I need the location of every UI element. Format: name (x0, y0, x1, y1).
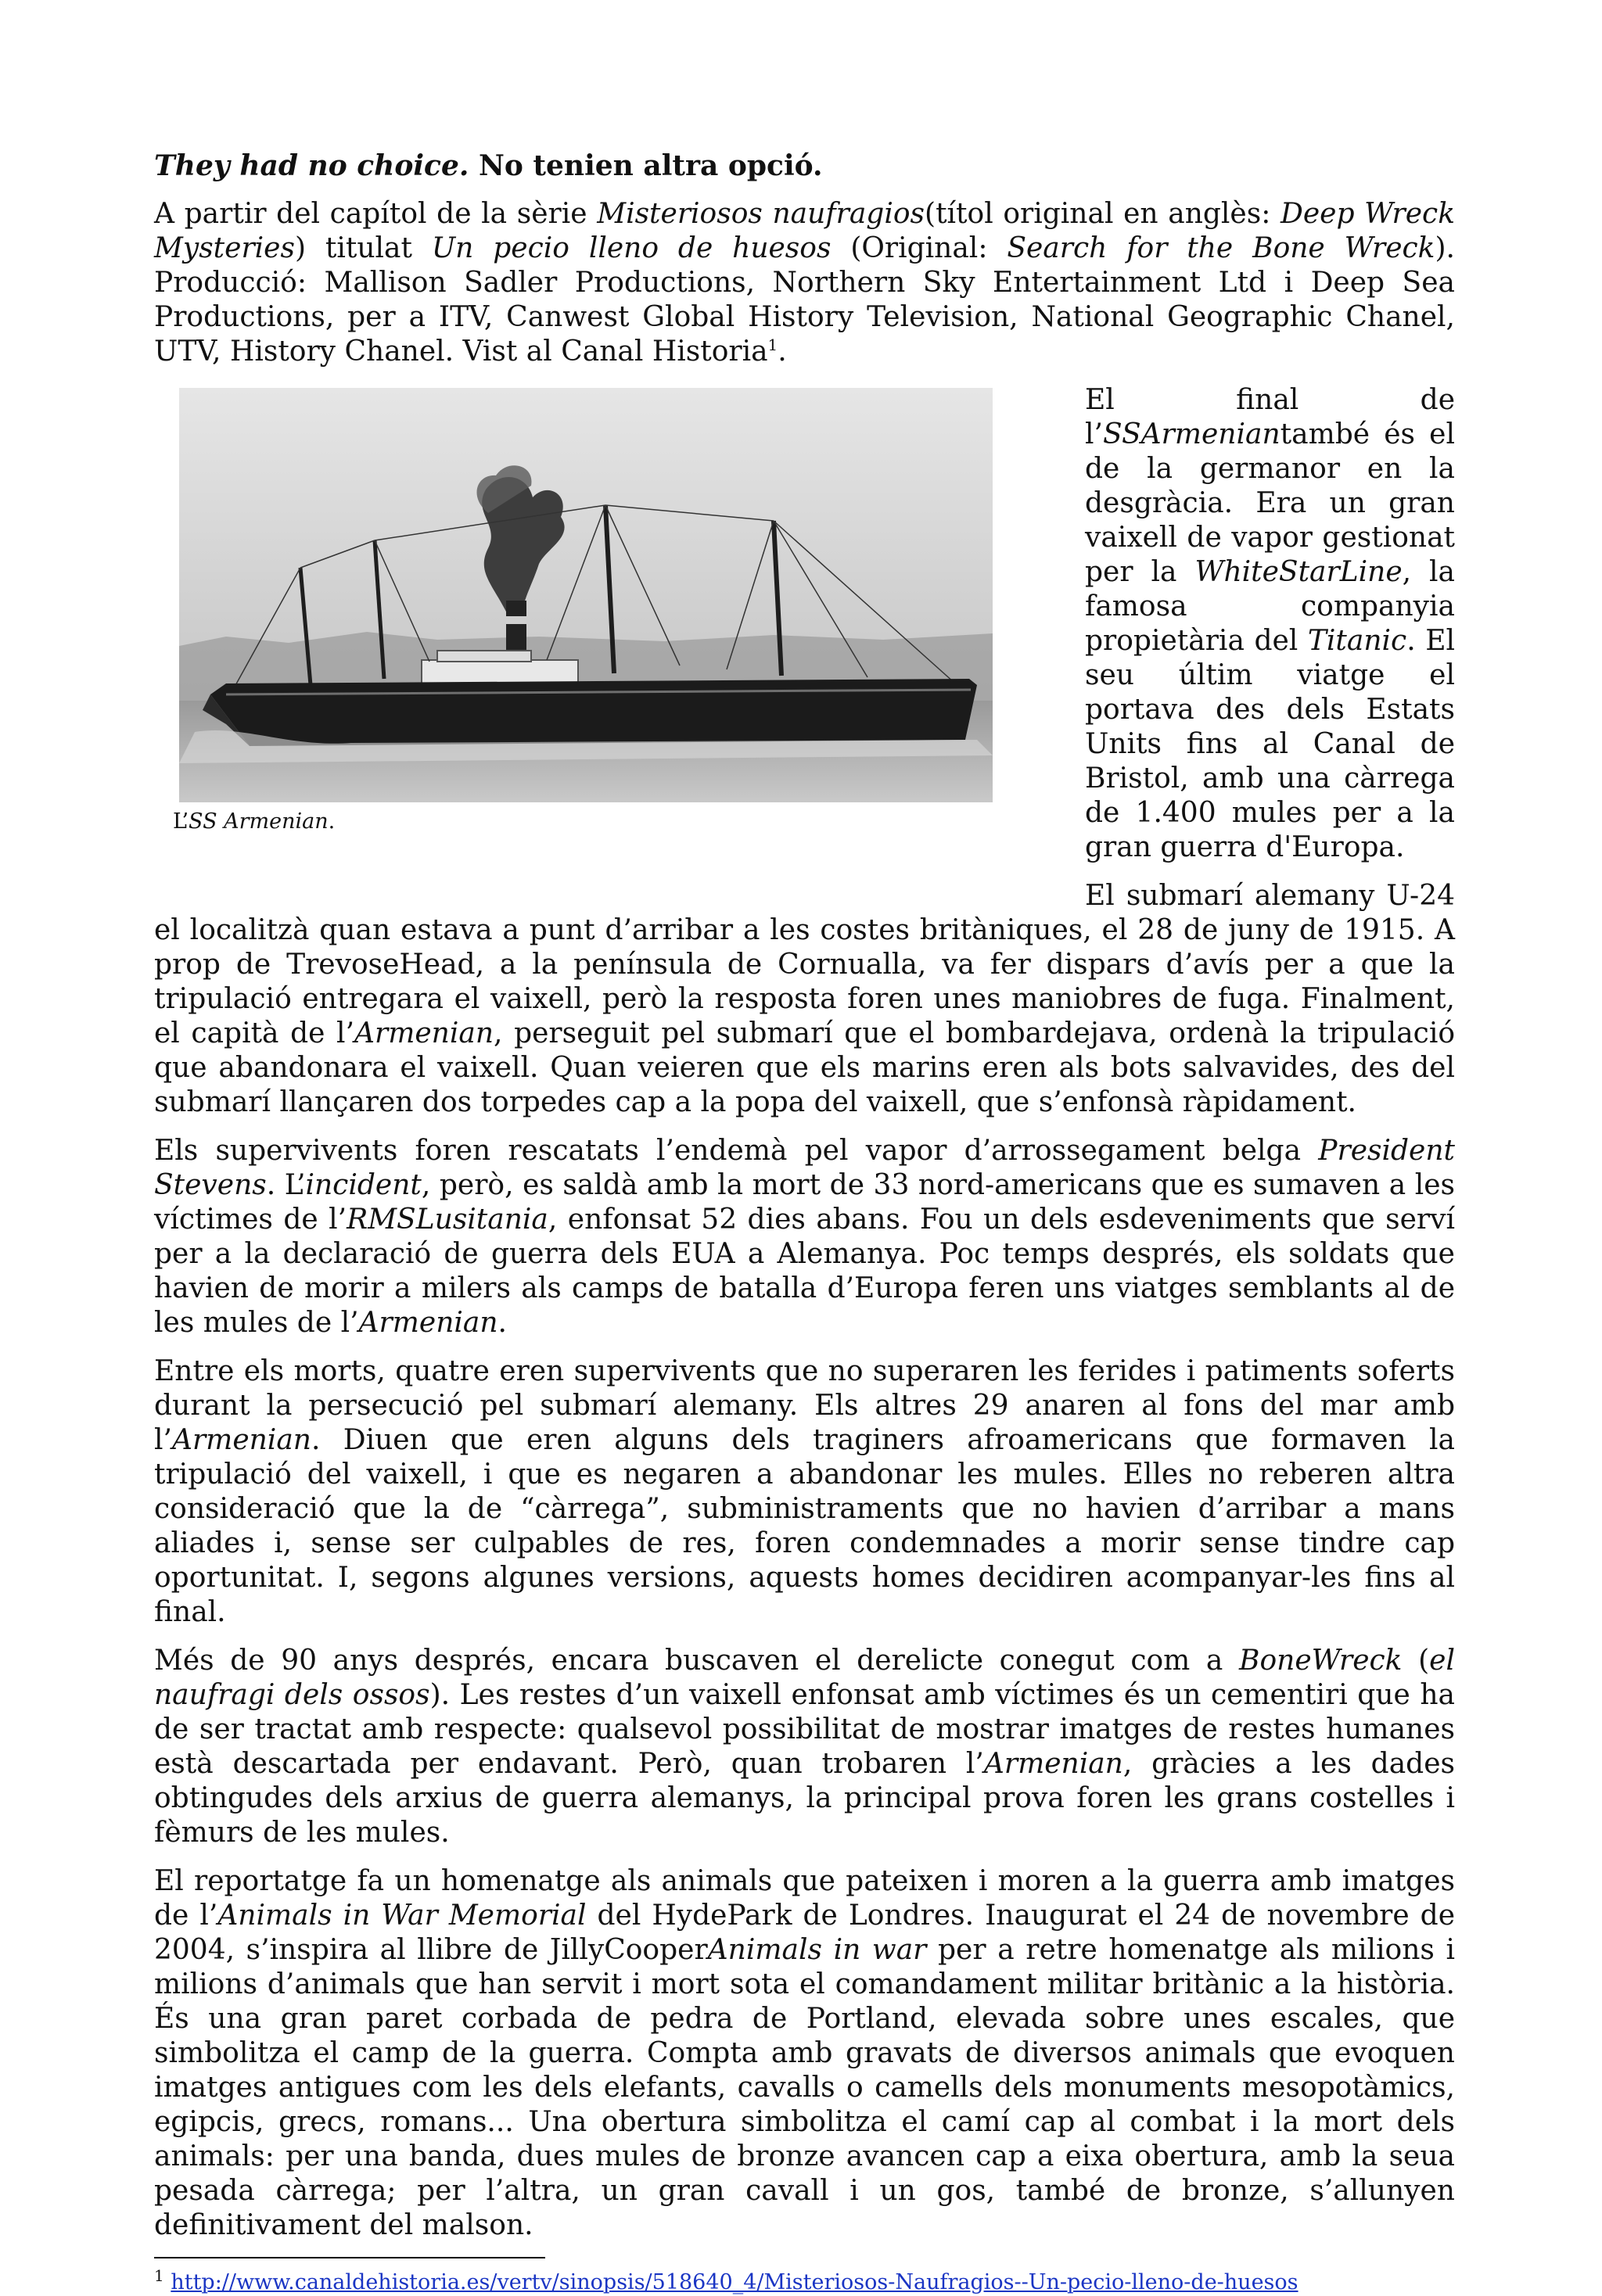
document-page (154, 149, 1455, 2296)
paragraph-survivors: Els supervivents foren rescatats l’endemà pel vapor d’arrossegament belga President Stevens. L’incident, però, es saldà amb la mort de 33 nord-americans que es sumaven a les víctimes de l’RMSLusitania, enfonsat 52 dies abans. Fou un dels esdeveniments que serví per a la declaració de guerra dels EUA a Alemanya. Poc temps després, els soldats que havien de morir a milers als camps de batalla d’Europa feren uns viatges semblants al de les mules de l’Armenian. (154, 1135, 1455, 1339)
document-title (154, 149, 1455, 183)
title-catalan: No tenien altra opció. (478, 149, 823, 182)
paragraph-bone-wreck: Més de 90 anys després, encara buscaven el derelicte conegut com a BoneWreck (el naufragi dels ossos). Les restes d’un vaixell enfonsat amb víctimes és un cementiri que ha de ser tractat amb respecte: qualsevol possibilitat de mostrar imatges de restes humanes està descartada per endavant. Però, quan trobaren l’Armenian, gràcies a les dades obtingudes dels arxius de guerra alemanys, la principal prova foren les grans costelles i fèmurs de les mules. (154, 1645, 1455, 1849)
title-english: They had no choice. (154, 149, 469, 182)
intro-paragraph: A partir del capítol de la sèrie Misteriosos naufragios(títol original en anglès: Deep Wreck Mysteries) titulat Un pecio lleno de huesos (Original: Search for the Bone Wreck). Producció: Mallison Sadler Productions, Northern Sky Entertainment Ltd i Deep Sea Productions, per a ITV, Canwest Global History Television, National Geographic Chanel, UTV, History Chanel. Vist al Canal Historia$^1$. (154, 198, 1456, 368)
paragraph-armenian-intro: El final de l’SSArmeniantambé és el de la germanor en la desgràcia. Era un gran vaixell de vapor gestionat per la WhiteStarLine, la famosa companyia propietària del Titanic. El seu últim viatge el portava des dels Estats Units fins al Canal de Bristol, amb una càrrega de 1.400 mules per a la gran guerra d'Europa. (1085, 384, 1455, 863)
footnote-link[interactable]: http://www.canaldehistoria.es/vertv/sinopsis/518640_4/Misteriosos-Naufragios--Un-pecio-lleno-de-huesos (171, 2270, 1298, 2294)
footnote (154, 2266, 1455, 2296)
footnote-reference[interactable]: 1 (767, 335, 778, 354)
footnote-mark: 1 (154, 2266, 164, 2285)
footnote-divider (154, 2257, 545, 2258)
paragraph-dead: Entre els morts, quatre eren supervivents que no superaren les ferides i patiments soferts durant la persecució pel submarí alemany. Els altres 29 anaren al fons del mar amb l’Armenian. Diuen que eren alguns dels traginers afroamericans que formaven la tripulació del vaixell, i que es negaren a abandonar les mules. Elles no reberen altra consideració que la de “càrrega”, subministraments que no havien d’arribar a mans aliades i, sense ser culpables de res, foren condemnades a morir sense tindre cap oportunitat. I, segons algunes versions, aquests homes decidiren acompanyar-les fins al final. (154, 1355, 1455, 1628)
paragraph-memorial: El reportatge fa un homenatge als animals que pateixen i moren a la guerra amb imatges de l’Animals in War Memorial del HydePark de Londres. Inaugurat el 24 de novembre de 2004, s’inspira al llibre de JillyCooperAnimals in war per a retre homenatge als milions i milions d’animals que han servit i mort sota el comandament militar britànic a la història. És una gran paret corbada de pedra de Portland, elevada sobre unes escales, que simbolitza el camp de la guerra. Compta amb gravats de diversos animals que evoquen imatges antigues com les dels elefants, cavalls o camells dels monuments mesopotàmics, egipcis, grecs, romans... Una obertura simbolitza el camí cap al combat i la mort dels animals: per una banda, dues mules de bronze avancen cap a eixa obertura, amb la seua pesada càrrega; per l’altra, un gran cavall i un gos, també de bronze, s’allunyen definitivament del malson. (154, 1865, 1456, 2241)
ss-armenian-photo (179, 388, 993, 802)
photo-caption: L’SS Armenian. (173, 809, 336, 834)
paragraph-submarine-attack: El submarí alemany U-24 el localitzà quan estava a punt d’arribar a les costes britàniques, el 28 de juny de 1915. A prop de TrevoseHead, a la península de Cornualla, va fer dispars d’avís per a que la tripulació entregara el vaixell, però la resposta foren unes maniobres de fuga. Finalment, el capità de l’Armenian, perseguit pel submarí que el bombardejava, ordenà la tripulació que abandonara el vaixell. Quan veieren que els marins eren als bots salvavides, des del submarí llançaren dos torpedes cap a la popa del vaixell, que s’enfonsà ràpidament. (154, 880, 1455, 1118)
ship-figure (154, 388, 1038, 896)
